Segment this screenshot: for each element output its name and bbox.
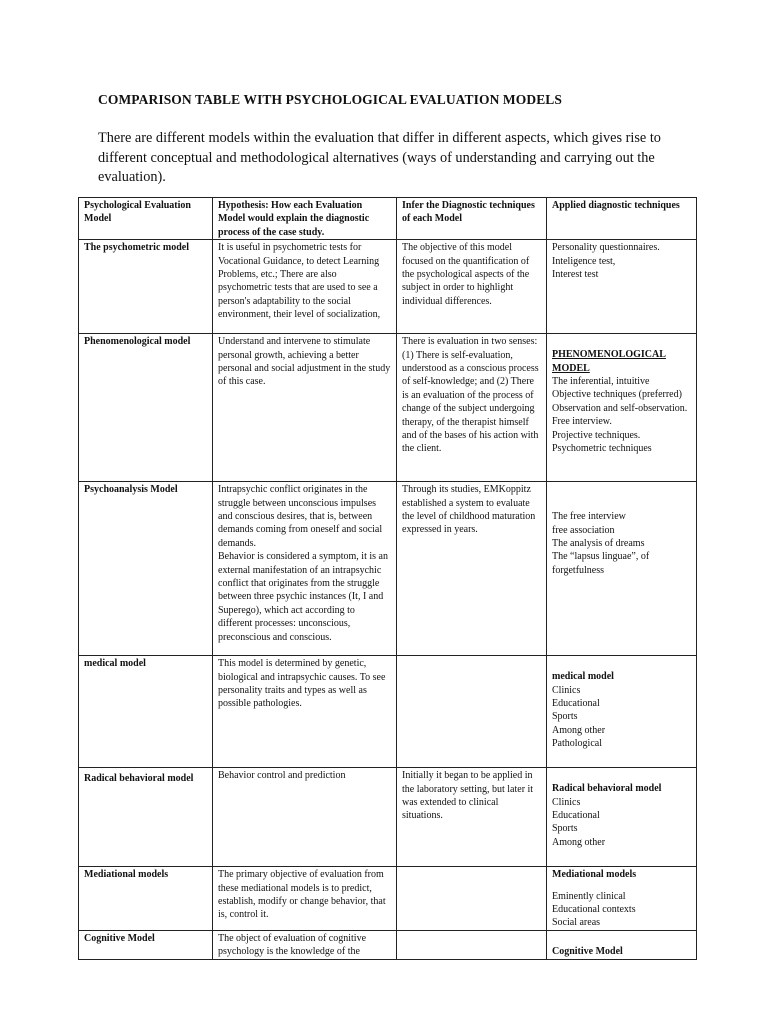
applied-item: Educational xyxy=(552,810,600,822)
cell-hypothesis xyxy=(213,482,397,656)
applied-item: The free interview xyxy=(552,511,626,523)
cell-applied xyxy=(547,768,697,867)
intro-paragraph: There are different models within the evaluation that differ in different aspects, which gives rise to different conceptual and methodological alternatives (ways of understanding and carrying out the evaluation). xyxy=(98,130,661,185)
applied-item: Educational xyxy=(552,698,600,710)
applied-item: free association xyxy=(552,524,615,536)
applied-item: Personality questionnaires. xyxy=(552,242,660,254)
applied-item: Projective techniques. xyxy=(552,429,641,441)
applied-item: The analysis of dreams xyxy=(552,538,645,550)
header-infer: Infer the Diagnostic techniques of each Model xyxy=(397,198,547,240)
cell-applied xyxy=(547,334,697,482)
cell-hypothesis: Behavior control and prediction xyxy=(213,768,397,867)
applied-item: Clinics xyxy=(552,684,581,696)
applied-item: Psychometric techniques xyxy=(552,443,652,455)
cell-applied xyxy=(547,867,697,931)
cell-applied xyxy=(547,656,697,768)
cell-applied xyxy=(547,240,697,334)
cell-model: Mediational models xyxy=(79,867,213,931)
cell-applied xyxy=(547,930,697,959)
hypothesis-paragraph: Behavior is considered a symptom, it is an external manifestation of an intrapsychic conflict that originates from the struggle between three psychic instances (It, I and Superego), which act according to different processes: unconscious, preconscious and conscious. xyxy=(218,551,388,643)
cell-infer xyxy=(397,867,547,931)
header-applied: Applied diagnostic techniques xyxy=(547,198,697,240)
table-row xyxy=(79,930,697,959)
hypothesis-paragraph: Intrapsychic conflict originates in the struggle between unconscious impulses and conscious desires, that is, between demands coming from oneself and social demands. xyxy=(218,484,383,549)
applied-item: Interest test xyxy=(552,269,599,281)
applied-item: Eminently clinical xyxy=(552,890,626,902)
cell-infer: Through its studies, EMKoppitz established a system to evaluate the level of childhood maturation expressed in years. xyxy=(397,482,547,656)
applied-item: The inferential, intuitive xyxy=(552,376,650,388)
applied-item: Objective techniques (preferred) xyxy=(552,389,682,401)
applied-heading: Mediational models xyxy=(552,869,637,881)
applied-heading: PHENOMENOLOGICAL MODEL xyxy=(552,349,666,374)
applied-heading: Cognitive Model xyxy=(552,945,623,957)
cell-model: Psychoanalysis Model xyxy=(79,482,213,656)
cell-model: Cognitive Model xyxy=(79,930,213,959)
cell-infer: Initially it began to be applied in the laboratory setting, but later it was extended to clinical situations. xyxy=(397,768,547,867)
table-header-row xyxy=(79,198,697,240)
applied-item: Clinics xyxy=(552,796,581,808)
cell-model: The psychometric model xyxy=(79,240,213,334)
page-title: COMPARISON TABLE WITH PSYCHOLOGICAL EVALUATION MODELS xyxy=(98,92,563,107)
applied-item: Sports xyxy=(552,711,578,723)
cell-infer xyxy=(397,656,547,768)
cell-hypothesis: This model is determined by genetic, biological and intrapsychic causes. To see personality traits and types as well as possible pathologies. xyxy=(213,656,397,768)
header-hypothesis: Hypothesis: How each Evaluation Model would explain the diagnostic process of the case study. xyxy=(213,198,397,240)
cell-hypothesis: It is useful in psychometric tests for Vocational Guidance, to detect Learning Problems, etc.; There are also psychometric tests that are used to see a person's adaptability to the social environment, their level of socialization, xyxy=(213,240,397,334)
cell-infer: There is evaluation in two senses: (1) There is self-evaluation, understood as a conscious process of self-knowledge; and (2) There is an evaluation of the process of change of the subject undergoing therapy, of the therapist himself and of the bases of his action with the client. xyxy=(397,334,547,482)
applied-item: Among other xyxy=(552,836,606,848)
applied-heading: medical model xyxy=(552,671,614,683)
table-row xyxy=(79,482,697,656)
applied-item: Pathological xyxy=(552,738,602,750)
comparison-table xyxy=(78,197,697,960)
table-row xyxy=(79,867,697,931)
cell-model: Radical behavioral model xyxy=(79,768,213,867)
table-row xyxy=(79,334,697,482)
cell-model: Phenomenological model xyxy=(79,334,213,482)
applied-item: The “lapsus linguae”, of forgetfulness xyxy=(552,551,650,576)
cell-hypothesis: Understand and intervene to stimulate personal growth, achieving a better personal and social adjustment in the study of this case. xyxy=(213,334,397,482)
cell-infer: The objective of this model focused on the quantification of the psychological aspects of the subject in order to highlight individual differences. xyxy=(397,240,547,334)
cell-hypothesis: The object of evaluation of cognitive psychology is the knowledge of the xyxy=(213,930,397,959)
table-row xyxy=(79,768,697,867)
cell-infer xyxy=(397,930,547,959)
cell-hypothesis: The primary objective of evaluation from these mediational models is to predict, establish, modify or change behavior, that is, control it. xyxy=(213,867,397,931)
applied-heading: Radical behavioral model xyxy=(552,783,662,795)
cell-model: medical model xyxy=(79,656,213,768)
table-row xyxy=(79,656,697,768)
applied-item: Social areas xyxy=(552,917,601,929)
applied-item: Observation and self-observation. xyxy=(552,402,688,414)
applied-item: Inteligence test, xyxy=(552,255,616,267)
table-row xyxy=(79,240,697,334)
applied-item: Sports xyxy=(552,823,578,835)
applied-item: Among other xyxy=(552,724,606,736)
cell-applied xyxy=(547,482,697,656)
header-model: Psychological Evaluation Model xyxy=(79,198,213,240)
applied-item: Free interview. xyxy=(552,416,612,428)
applied-item: Educational contexts xyxy=(552,904,636,916)
